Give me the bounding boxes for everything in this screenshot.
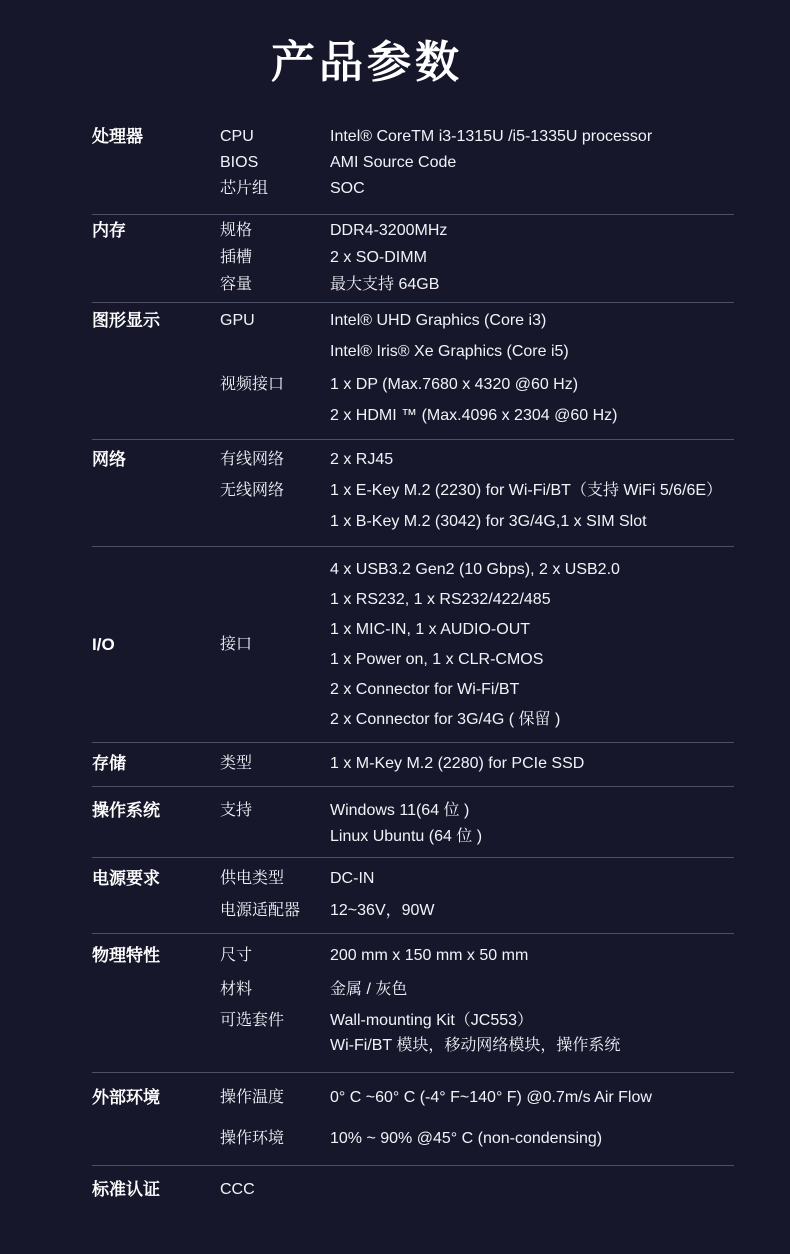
spec-row-values bbox=[330, 369, 734, 431]
spec-row-values bbox=[330, 749, 734, 779]
spec-row-values bbox=[330, 863, 734, 895]
spec-row-values bbox=[330, 444, 734, 475]
spec-rows bbox=[220, 555, 734, 735]
spec-rows bbox=[220, 1176, 734, 1254]
spec-section bbox=[92, 1073, 734, 1166]
spec-row-values bbox=[330, 1124, 734, 1154]
spec-section bbox=[92, 440, 734, 547]
spec-row-label: 类型 bbox=[220, 755, 253, 772]
spec-row bbox=[220, 975, 734, 1005]
spec-row bbox=[220, 217, 734, 244]
spec-value: 2 x Connector for 3G/4G ( 保留 ) bbox=[330, 710, 561, 728]
spec-row-values bbox=[330, 555, 734, 735]
spec-row-label: 可选套件 bbox=[220, 1012, 285, 1029]
spec-row bbox=[220, 863, 734, 895]
spec-row-values bbox=[330, 941, 734, 971]
spec-value: 1 x RS232, 1 x RS232/422/485 bbox=[330, 590, 551, 608]
category-label: 电源要求 bbox=[92, 869, 160, 888]
spec-row-label: 容量 bbox=[220, 276, 253, 293]
spec-row-values bbox=[330, 798, 734, 850]
spec-row bbox=[220, 1008, 734, 1058]
spec-row bbox=[220, 798, 734, 850]
spec-row bbox=[220, 124, 734, 150]
spec-row-values bbox=[330, 150, 734, 176]
spec-section bbox=[92, 858, 734, 934]
spec-value: Intel® Iris® Xe Graphics (Core i5) bbox=[330, 343, 569, 360]
spec-value: 12~36V，90W bbox=[330, 902, 435, 919]
spec-rows bbox=[220, 124, 734, 214]
spec-table bbox=[92, 115, 734, 1254]
spec-section bbox=[92, 115, 734, 215]
spec-value: 0° C ~60° C (-4° F~140° F) @0.7m/s Air Flow bbox=[330, 1089, 652, 1106]
spec-value: 2 x Connector for Wi-Fi/BT bbox=[330, 680, 520, 698]
spec-row-label: 支持 bbox=[220, 802, 253, 819]
category-label: 处理器 bbox=[92, 127, 143, 146]
spec-value: 1 x B-Key M.2 (3042) for 3G/4G,1 x SIM Slot bbox=[330, 513, 647, 530]
spec-value: 2 x HDMI ™ (Max.4096 x 2304 @60 Hz) bbox=[330, 407, 618, 424]
spec-value: AMI Source Code bbox=[330, 154, 457, 171]
spec-value: Intel® UHD Graphics (Core i3) bbox=[330, 312, 547, 329]
spec-row-values bbox=[330, 176, 734, 202]
spec-value: 1 x MIC-IN, 1 x AUDIO-OUT bbox=[330, 620, 531, 638]
spec-row-label: 材料 bbox=[220, 981, 253, 998]
spec-row bbox=[220, 941, 734, 971]
spec-section bbox=[92, 303, 734, 440]
spec-value: 1 x M-Key M.2 (2280) for PCIe SSD bbox=[330, 755, 585, 772]
spec-row bbox=[220, 271, 734, 298]
spec-rows bbox=[220, 1083, 734, 1165]
spec-row-label: 视频接口 bbox=[220, 376, 285, 393]
category-label: 内存 bbox=[92, 221, 126, 240]
spec-value: Linux Ubuntu (64 位 ) bbox=[330, 828, 483, 845]
spec-row-values bbox=[330, 124, 734, 150]
category-label: 存储 bbox=[92, 754, 126, 773]
spec-rows bbox=[220, 798, 734, 857]
spec-row-label: 插槽 bbox=[220, 249, 253, 266]
spec-row bbox=[220, 1083, 734, 1113]
spec-row-label: 尺寸 bbox=[220, 947, 253, 964]
spec-section bbox=[92, 1166, 734, 1254]
spec-value: 200 mm x 150 mm x 50 mm bbox=[330, 947, 529, 964]
spec-rows bbox=[220, 941, 734, 1072]
spec-rows bbox=[220, 217, 734, 302]
spec-section bbox=[92, 743, 734, 787]
spec-row-values bbox=[330, 475, 734, 537]
spec-row bbox=[220, 444, 734, 475]
spec-row-label: 有线网络 bbox=[220, 451, 285, 468]
spec-value: 10% ~ 90% @45° C (non-condensing) bbox=[330, 1130, 603, 1147]
spec-value: 最大支持 64GB bbox=[330, 276, 440, 293]
spec-row bbox=[220, 475, 734, 537]
category-label: I/O bbox=[92, 634, 115, 654]
spec-value: 1 x Power on, 1 x CLR-CMOS bbox=[330, 650, 544, 668]
spec-value: 1 x E-Key M.2 (2230) for Wi-Fi/BT（支持 WiFi 5/6/6E） bbox=[330, 482, 723, 499]
spec-row-values bbox=[330, 895, 734, 927]
page-title: 产品参数 bbox=[271, 37, 463, 87]
spec-rows bbox=[220, 444, 734, 546]
spec-row-values bbox=[330, 217, 734, 244]
spec-row-label: CCC bbox=[220, 1181, 255, 1198]
spec-row-label: 电源适配器 bbox=[220, 902, 301, 919]
spec-rows bbox=[220, 863, 734, 933]
spec-value: DC-IN bbox=[330, 870, 375, 887]
spec-row-values bbox=[330, 271, 734, 298]
spec-row bbox=[220, 369, 734, 431]
spec-rows bbox=[220, 749, 734, 786]
spec-row-label: 操作温度 bbox=[220, 1089, 285, 1106]
spec-row-label: 规格 bbox=[220, 222, 253, 239]
spec-value: 4 x USB3.2 Gen2 (10 Gbps), 2 x USB2.0 bbox=[330, 560, 620, 578]
spec-rows bbox=[220, 305, 734, 439]
spec-section bbox=[92, 547, 734, 743]
spec-value: 2 x SO-DIMM bbox=[330, 249, 427, 266]
spec-row-label: 芯片组 bbox=[220, 180, 269, 197]
spec-row-label: 无线网络 bbox=[220, 482, 285, 499]
spec-row-values bbox=[330, 1008, 734, 1058]
category-label: 网络 bbox=[92, 450, 126, 469]
spec-row-label: 操作环境 bbox=[220, 1130, 285, 1147]
spec-row bbox=[220, 1124, 734, 1154]
spec-value: Windows 11(64 位 ) bbox=[330, 802, 470, 819]
spec-row-label: 接口 bbox=[220, 635, 253, 653]
spec-row-label: BIOS bbox=[220, 154, 259, 171]
category-label: 标准认证 bbox=[92, 1180, 160, 1199]
spec-row-values bbox=[330, 305, 734, 367]
spec-row-values bbox=[330, 975, 734, 1005]
spec-row bbox=[220, 749, 734, 779]
spec-value: Wall-mounting Kit（JC553） bbox=[330, 1012, 534, 1029]
category-label: 物理特性 bbox=[92, 946, 160, 965]
spec-row bbox=[220, 555, 734, 735]
spec-value: 1 x DP (Max.7680 x 4320 @60 Hz) bbox=[330, 376, 579, 393]
spec-value: DDR4-3200MHz bbox=[330, 222, 448, 239]
spec-row bbox=[220, 150, 734, 176]
spec-section bbox=[92, 215, 734, 303]
spec-section bbox=[92, 934, 734, 1073]
spec-row-values bbox=[330, 1176, 734, 1203]
spec-value: SOC bbox=[330, 180, 365, 197]
spec-row bbox=[220, 1176, 734, 1203]
category-label: 操作系统 bbox=[92, 801, 160, 820]
spec-section bbox=[92, 787, 734, 858]
spec-row-label: CPU bbox=[220, 128, 254, 145]
spec-row bbox=[220, 244, 734, 271]
spec-value: Wi-Fi/BT 模块，移动网络模块，操作系统 bbox=[330, 1037, 621, 1054]
spec-value: Intel® CoreTM i3-1315U /i5-1335U processor bbox=[330, 128, 653, 145]
spec-row bbox=[220, 895, 734, 927]
spec-value: 2 x RJ45 bbox=[330, 451, 394, 468]
spec-row bbox=[220, 176, 734, 202]
spec-value: 金属 / 灰色 bbox=[330, 981, 408, 998]
spec-row-values bbox=[330, 244, 734, 271]
category-label: 外部环境 bbox=[92, 1088, 160, 1107]
spec-row-label: GPU bbox=[220, 312, 255, 329]
spec-row bbox=[220, 305, 734, 367]
spec-row-label: 供电类型 bbox=[220, 870, 285, 887]
header bbox=[0, 0, 734, 115]
category-label: 图形显示 bbox=[92, 311, 160, 330]
spec-row-values bbox=[330, 1083, 734, 1113]
